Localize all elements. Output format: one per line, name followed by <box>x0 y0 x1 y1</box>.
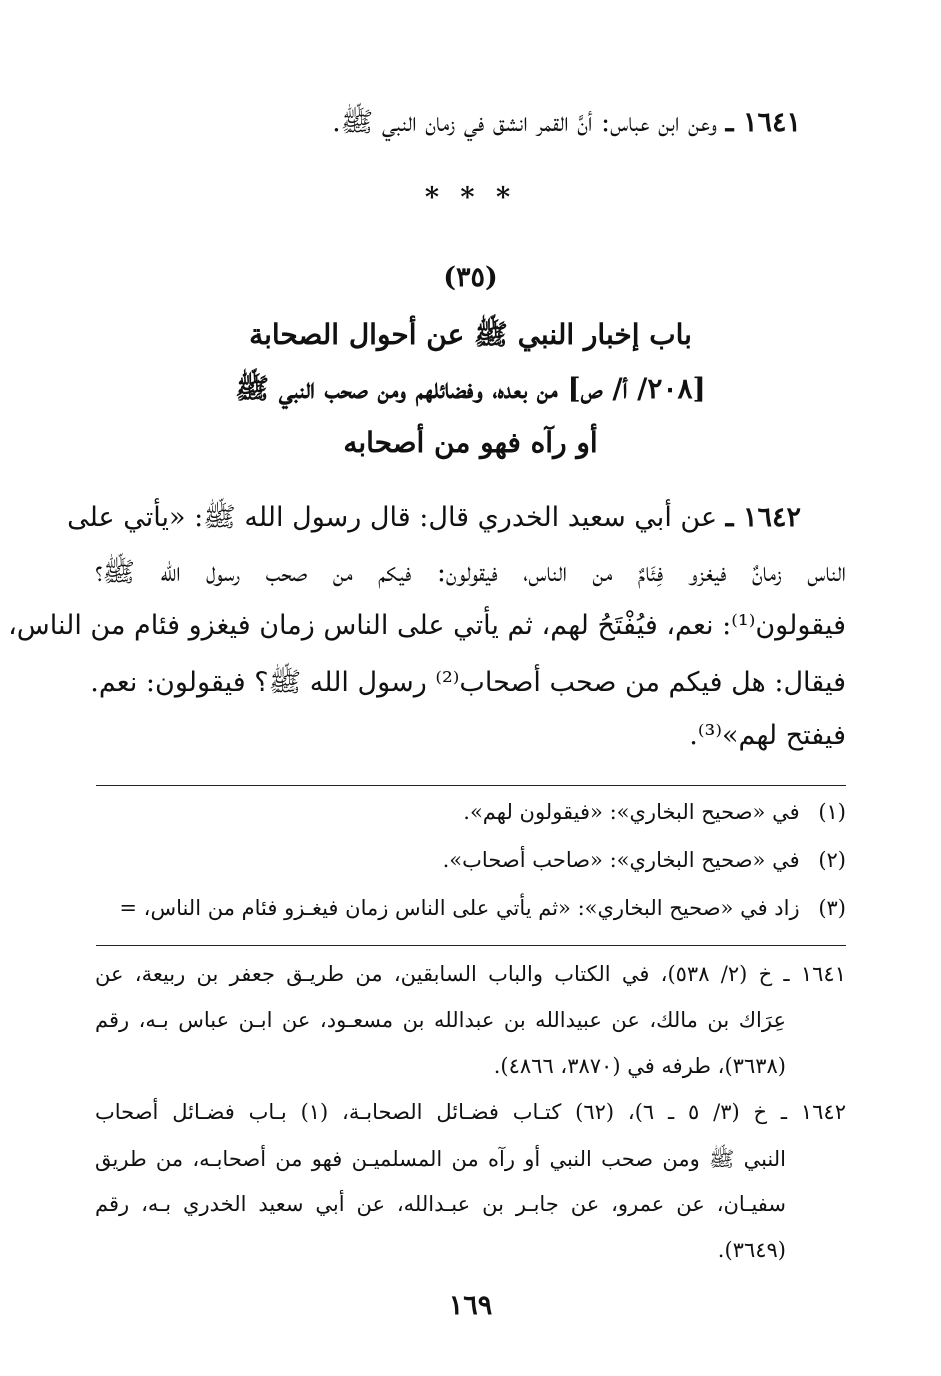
footnote-2 <box>443 848 846 872</box>
hadith-1642-line-4: فيقال: هل فيكم من صحب أصحاب⁽²⁾ رسول الله ﷺ؟ فيقولون: نعم. <box>90 667 846 698</box>
hadith-1642-line-5: فيفتح لهم»⁽³⁾. <box>689 720 846 751</box>
footnote-divider <box>96 785 846 786</box>
footnote-number: (٢) <box>818 848 846 872</box>
footnote-number: (١) <box>818 800 846 824</box>
hadith-1642-line-3: فيقولون⁽¹⁾: نعم، فيُفْتَحُ لهم، ثم يأتي على الناس زمان فيغزو فئام من الناس، <box>8 610 846 641</box>
chapter-title-line-2: [٢٠٨/ أ/ ص] من بعده، وفضائلهم ومن صحب النبي ﷺ <box>235 372 706 405</box>
takhrij-1641-line-3: (٣٦٣٨)، طرفه في (٣٨٧٠، ٤٨٦٦). <box>493 1054 786 1078</box>
section-separator: * * * <box>424 182 517 213</box>
hadith-text: وعن ابن عباس: أنَّ القمر انشق في زمان النبي ﷺ. <box>332 107 718 138</box>
footnote-3 <box>119 896 846 920</box>
takhrij-1641-line-2: عِرَاك بن مالك، عن عبيدالله بن عبدالله بن مسعـود، عن ابـن عباس بـه، رقم <box>95 1008 786 1032</box>
hadith-1641-line <box>332 105 801 145</box>
hadith-number: ١٦٤١ ـ <box>725 107 801 138</box>
hadith-number: ١٦٤٢ ـ <box>725 502 801 533</box>
chapter-number: (٣٥) <box>443 262 498 293</box>
hadith-1642-line-1 <box>67 500 801 540</box>
takhrij-1642-line-1: ١٦٤٢ ـ خ (٣/ ٥ ـ ٦)، (٦٢) كتـاب فضـائل الصحابـة، (١) بـاب فضـائل أصحاب <box>95 1100 846 1124</box>
takhrij-1641-line-1: ١٦٤١ ـ خ (٢/ ٥٣٨)، في الكتاب والباب السابقين، من طريـق جعفر بن ربيعة، عن <box>95 962 846 986</box>
takhrij-divider <box>96 945 846 946</box>
footnote-text: في «صحيح البخاري»: «فيقولون لهم». <box>463 800 800 824</box>
footnote-text: في «صحيح البخاري»: «صاحب أصحاب». <box>442 848 800 872</box>
hadith-text: عن أبي سعيد الخدري قال: قال رسول الله ﷺ: «يأتي على <box>67 502 718 533</box>
takhrij-1642-line-2: النبي ﷺ ومن صحب النبي أو رآه من المسلميـن فهو من أصحابـه، من طريق <box>95 1147 786 1171</box>
footnote-text: زاد في «صحيح البخاري»: «ثم يأتي على الناس زمان فيغـزو فئام من الناس، = <box>119 896 800 920</box>
takhrij-1642-line-3: سفيـان، عن عمرو، عن جابـر بن عبـدالله، عن أبي سعيد الخدري بـه، رقم <box>95 1192 786 1216</box>
chapter-title-line-3: أو رآه فهو من أصحابه <box>343 426 598 459</box>
footnote-1 <box>463 800 846 824</box>
footnote-number: (٣) <box>818 896 846 920</box>
takhrij-1642-line-4: (٣٦٤٩). <box>717 1238 786 1262</box>
hadith-1642-line-2: الناس زمانٌ فيغزو فِئَامٌ من الناس، فيقولون: فيكم من صحب رسول الله ﷺ؟ <box>95 557 846 588</box>
page-number: ١٦٩ <box>448 1290 493 1321</box>
chapter-title-line-1: باب إخبار النبي ﷺ عن أحوال الصحابة <box>249 318 692 351</box>
